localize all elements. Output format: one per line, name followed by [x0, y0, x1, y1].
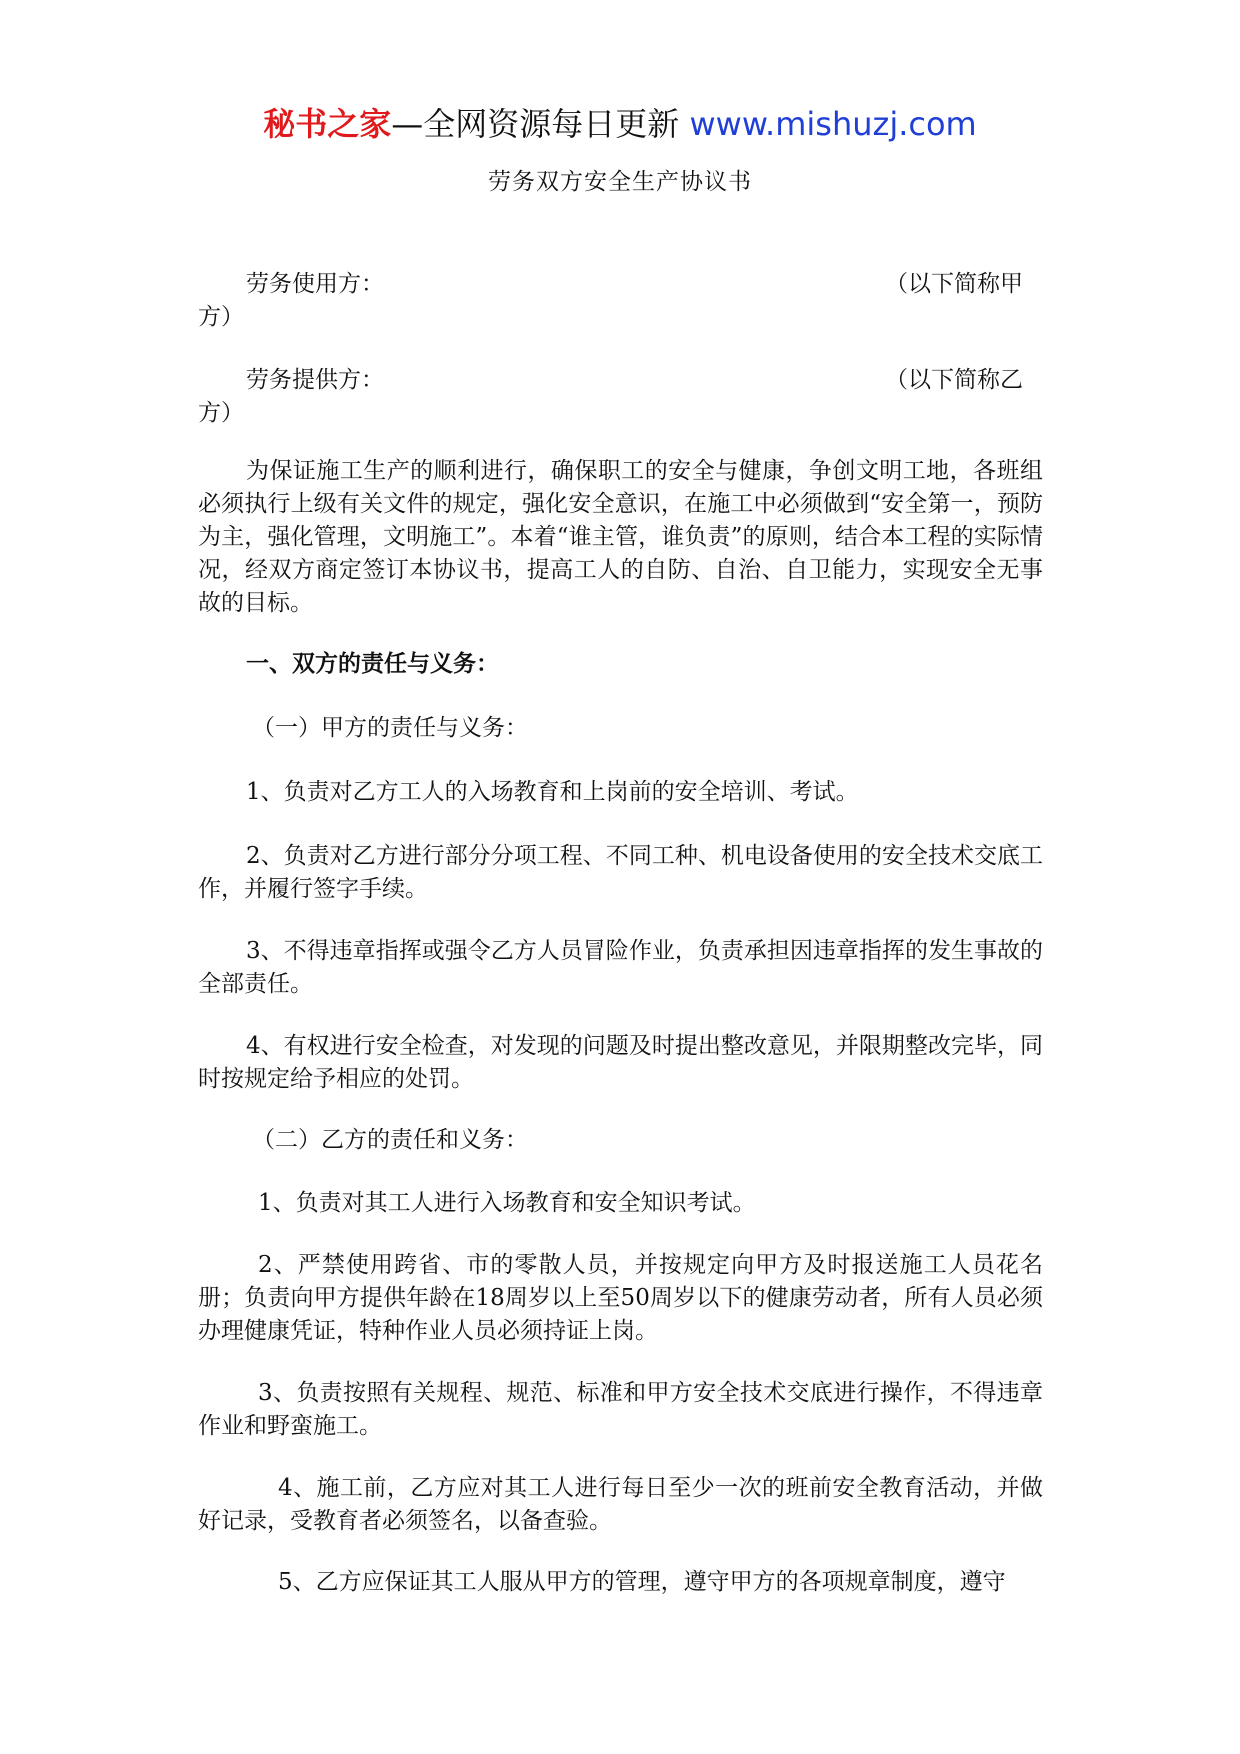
party-b-label: 劳务提供方：	[246, 367, 384, 393]
party-a-label: 劳务使用方：	[246, 271, 384, 297]
banner-url-link[interactable]: www.mishuzj.com	[689, 105, 977, 143]
banner-brand: 秘书之家	[263, 105, 392, 143]
party-b-tail: 方）	[198, 400, 244, 426]
party-a-duty-item: 1、负责对乙方工人的入场教育和上岗前的安全培训、考试。	[246, 779, 859, 805]
party-a-tail: 方）	[198, 304, 244, 330]
party-b-duty-item: 4、施工前，乙方应对其工人进行每日至少一次的班前安全教育活动，并做好记录，受教育者必须签名，以备查验。	[198, 1475, 1043, 1534]
party-b-duty-item: 5、乙方应保证其工人服从甲方的管理，遵守甲方的各项规章制度，遵守	[278, 1569, 1006, 1595]
party-a-duty-item: 4、有权进行安全检查，对发现的问题及时提出整改意见，并限期整改完毕，同时按规定给予相应的处罚。	[198, 1033, 1043, 1092]
party-a-duty-item: 2、负责对乙方进行部分分项工程、不同工种、机电设备使用的安全技术交底工作，并履行签字手续。	[198, 843, 1043, 902]
party-b-duty-item: 2、严禁使用跨省、市的零散人员，并按规定向甲方及时报送施工人员花名册；负责向甲方提供年龄在18周岁以上至50周岁以下的健康劳动者，所有人员必须办理健康凭证，特种作业人员必须持证上岗。	[198, 1252, 1043, 1344]
party-a-duty-item: 3、不得违章指挥或强令乙方人员冒险作业，负责承担因违章指挥的发生事故的全部责任。	[198, 938, 1043, 997]
banner-slogan: —全网资源每日更新	[391, 105, 680, 143]
party-b-duties-heading: （二）乙方的责任和义务：	[252, 1127, 528, 1153]
party-b-note: （以下简称乙	[885, 367, 1023, 393]
party-b-duty-item: 3、负责按照有关规程、规范、标准和甲方安全技术交底进行操作，不得违章作业和野蛮施工。	[198, 1380, 1043, 1439]
document-title: 劳务双方安全生产协议书	[488, 169, 752, 195]
site-banner	[0, 100, 1240, 148]
intro-paragraph: 为保证施工生产的顺利进行，确保职工的安全与健康，争创文明工地，各班组必须执行上级有关文件的规定，强化安全意识，在施工中必须做到“安全第一，预防为主，强化管理，文明施工”。本着“谁主管，谁负责”的原则，结合本工程的实际情况，经双方商定签订本协议书，提高工人的自防、自治、自卫能力，实现安全无事故的目标。	[198, 458, 1043, 616]
party-b-duty-item: 1、负责对其工人进行入场教育和安全知识考试。	[258, 1190, 756, 1216]
party-a-duties-heading: （一）甲方的责任与义务：	[252, 715, 528, 741]
party-a-note: （以下简称甲	[885, 271, 1023, 297]
section-heading: 一、双方的责任与义务：	[246, 650, 499, 677]
